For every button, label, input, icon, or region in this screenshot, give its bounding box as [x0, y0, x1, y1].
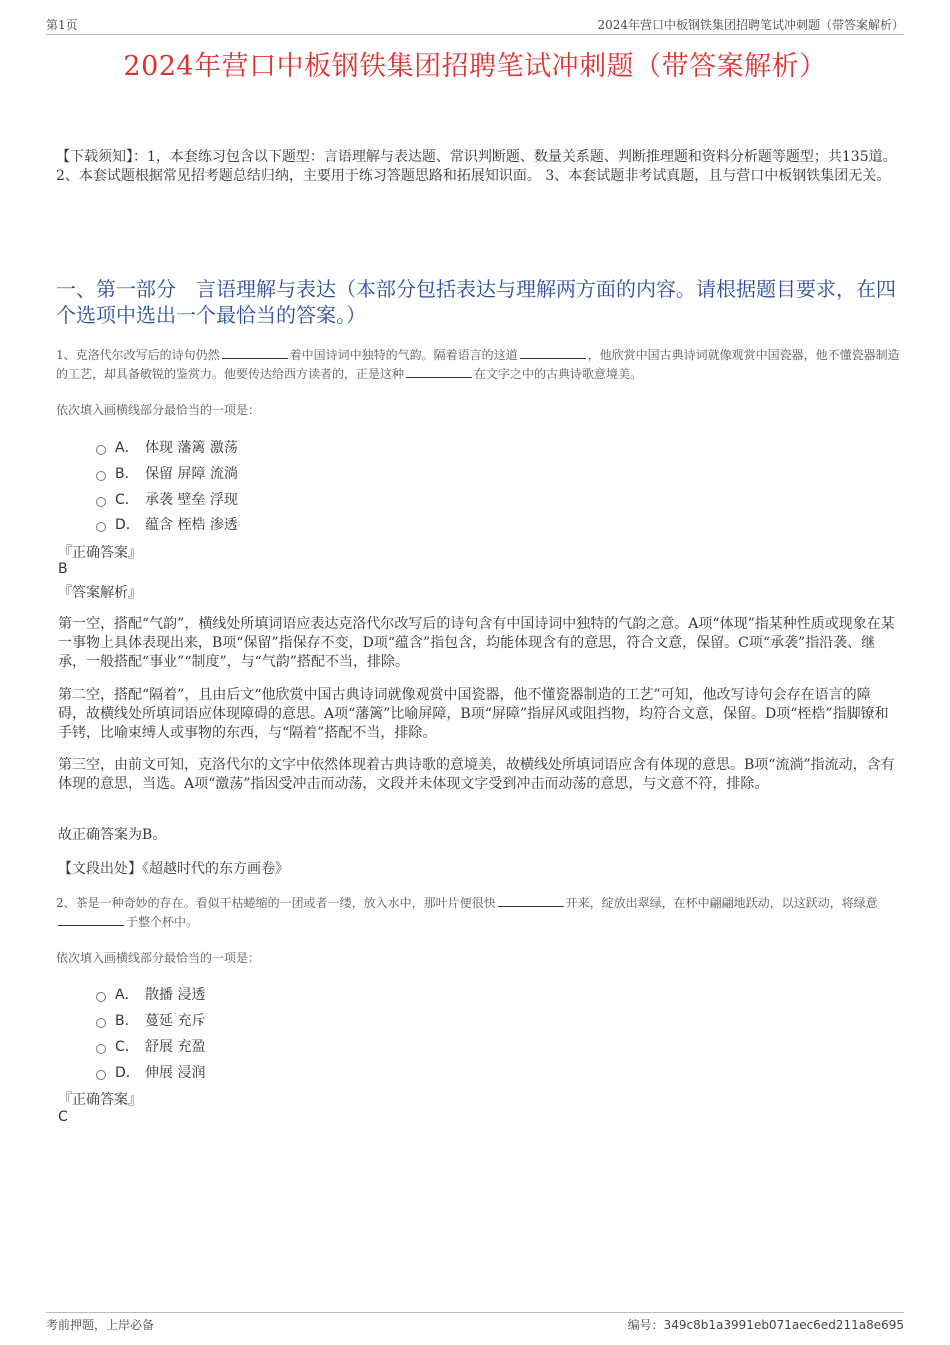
q2-option-d[interactable]: D． 伸展 浸润: [96, 1062, 205, 1082]
q1-analysis-para-2: 第二空，搭配“隔着”，且由后文“他欣赏中国古典诗词就像观赏中国瓷器，他不懂瓷器制造的工艺”可知，他改写诗句会存在语言的障碍，故横线处所填词语应体现障碍的意思。A项“藩篱”比喻屏障，B项“屏障”指屏风或阻挡物，均符合文意，保留。D项“桎梏”指脚镣和手铐，比喻束缚人或事物的东西，与“隔着”搭配不当，排除。: [58, 687, 889, 741]
question-1-prompt: 依次填入画横线部分最恰当的一项是：: [56, 403, 261, 417]
q1-analysis-para-1: 第一空，搭配“气韵”，横线处所填词语应表达克洛代尔改写后的诗句含有中国诗词中独特的气韵之意。A项“体现”指某种性质或现象在某一事物上具体表现出来，B项“保留”指保存不变，D项“蕴含”指包含，均能体现含有的意思，符合文意，保留。C项“承袭”指沿袭、继承，一般搭配“事业”“制度”，与“气韵”搭配不当，排除。: [58, 616, 895, 670]
q1-answer-value: B: [58, 561, 68, 577]
q1-conclusion: 故正确答案为B。: [58, 827, 167, 843]
q2-option-b[interactable]: B． 蔓延 充斥: [96, 1010, 205, 1030]
question-2-prompt: 依次填入画横线部分最恰当的一项是：: [56, 951, 261, 965]
q1-text-2: 着中国诗词中独特的气韵。隔着语言的这道: [289, 348, 518, 362]
q1-analysis-para-3: 第三空，由前文可知，克洛代尔的文字中依然体现着古典诗歌的意境美，故横线处所填词语应含有体现的意思。B项“流淌”指流动，含有体现的意思，当选。A项“激荡”指因受冲击而动荡，文段并未体现文字受到冲击而动荡的意思，与文意不符，排除。: [58, 757, 895, 792]
q1-text-1: 1、克洛代尔改写后的诗句仍然: [56, 348, 220, 362]
page-number: 第1页: [46, 18, 78, 32]
q2-answer-label: 『正确答案』: [58, 1092, 142, 1108]
download-notice: 【下载须知】：1，本套练习包含以下题型：言语理解与表达题、常识判断题、数量关系题、判断推理题和资料分析题等题型；共135道。 2、本套试题根据常见招考题总结归纳，主要用于练习答题思路和拓展知识面。 3、本套试题非考试真题，且与营口中板钢铁集团无关。: [56, 149, 897, 184]
radio-circle-icon[interactable]: [96, 445, 106, 455]
radio-circle-icon[interactable]: [96, 1018, 106, 1028]
blank-line: [222, 346, 288, 359]
q1-option-a[interactable]: A． 体现 藩篱 激荡: [96, 437, 238, 457]
q2-answer-value: C: [58, 1109, 68, 1125]
q1-option-b[interactable]: B． 保留 屏障 流淌: [96, 463, 238, 483]
blank-line: [498, 894, 564, 907]
page-header: [46, 14, 904, 35]
section-heading: 一、第一部分 言语理解与表达（本部分包括表达与理解两方面的内容。请根据题目要求，在四个选项中选出一个最恰当的答案。）: [56, 277, 896, 327]
question-1-stem: [56, 346, 901, 384]
radio-circle-icon[interactable]: [96, 471, 106, 481]
q2-text-3: 于整个杯中。: [126, 915, 199, 929]
q1-text-4: 在文字之中的古典诗歌意境美。: [474, 367, 643, 381]
q2-text-1: 2、茶是一种奇妙的存在。看似干枯蜷缩的一团或者一缕，放入水中，那叶片便很快: [56, 896, 496, 910]
footer-slogan: 考前押题，上岸必备: [46, 1318, 155, 1332]
q1-source: 【文段出处】《超越时代的东方画卷》: [58, 861, 289, 877]
blank-line: [58, 913, 124, 926]
document-title: 2024年营口中板钢铁集团招聘笔试冲刺题（带答案解析）: [123, 51, 827, 82]
radio-circle-icon[interactable]: [96, 1044, 106, 1054]
q2-option-c[interactable]: C． 舒展 充盈: [96, 1036, 205, 1056]
blank-line: [520, 346, 586, 359]
q1-option-d[interactable]: D． 蕴含 桎梏 渗透: [96, 514, 238, 534]
question-2-stem: [56, 894, 901, 932]
q2-text-2: 开来，绽放出翠绿，在杯中翩翩地跃动，以这跃动，将绿意: [565, 896, 878, 910]
header-doc-title: 2024年营口中板钢铁集团招聘笔试冲刺题（带答案解析）: [597, 18, 904, 32]
q1-text-3: ，他欣赏中国古典诗词就像观赏中国瓷器，他不懂瓷器制造的工艺，却具备敏锐的鉴赏力。他要传达给西方读者的，正是这种: [56, 348, 900, 381]
q1-analysis-label: 『答案解析』: [58, 585, 142, 601]
radio-circle-icon[interactable]: [96, 497, 106, 507]
page-footer: [46, 1312, 904, 1335]
q1-option-c[interactable]: C． 承袭 壁垒 浮现: [96, 489, 238, 509]
radio-circle-icon[interactable]: [96, 992, 106, 1002]
q2-option-a[interactable]: A． 散播 浸透: [96, 984, 205, 1004]
q1-answer-label: 『正确答案』: [58, 545, 142, 561]
radio-circle-icon[interactable]: [96, 1070, 106, 1080]
radio-circle-icon[interactable]: [96, 522, 106, 532]
blank-line: [406, 365, 472, 378]
footer-code: 编号：349c8b1a3991eb071aec6ed211a8e695: [627, 1318, 904, 1332]
